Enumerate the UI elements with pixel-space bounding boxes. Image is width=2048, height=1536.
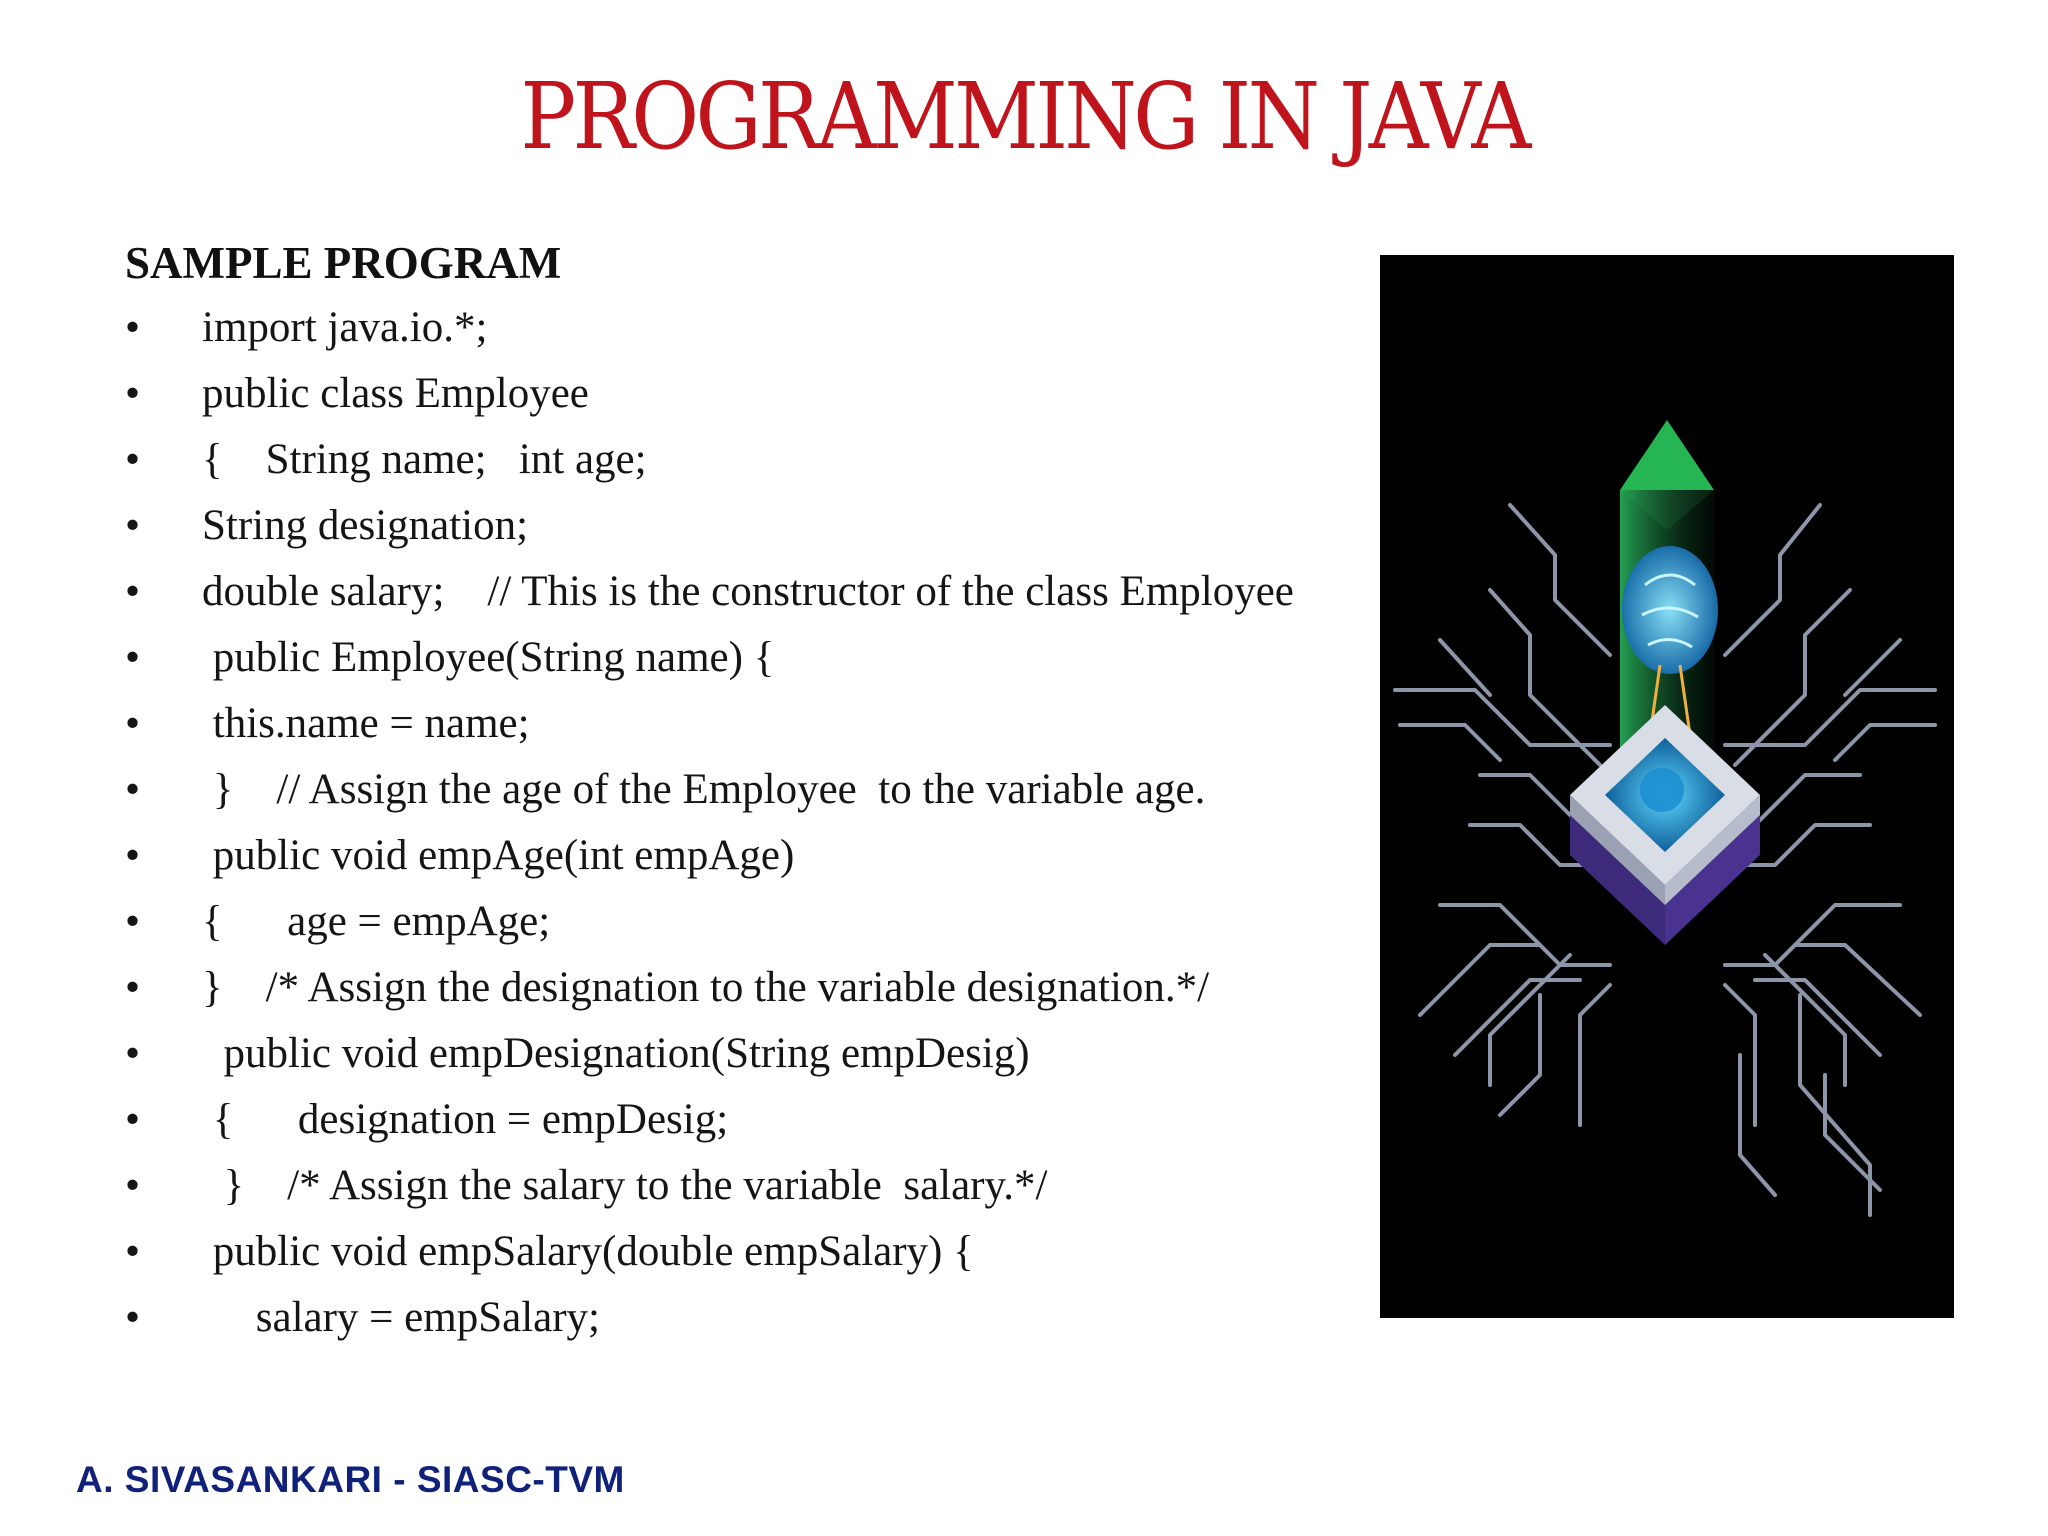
- bullet-icon: •: [125, 1030, 141, 1077]
- code-line: [125, 430, 1385, 490]
- bullet-icon: •: [125, 700, 141, 747]
- code-text: public void empSalary(double empSalary) {: [202, 1228, 974, 1275]
- bullet-icon: •: [125, 1228, 141, 1275]
- code-text: } // Assign the age of the Employee to the variable age.: [202, 766, 1206, 813]
- code-line: [125, 1156, 1385, 1216]
- bullet-icon: •: [125, 568, 141, 615]
- code-line: [125, 1288, 1385, 1348]
- code-line: [125, 496, 1385, 556]
- bullet-icon: •: [125, 304, 141, 351]
- code-line: [125, 958, 1385, 1018]
- code-text: String designation;: [202, 502, 529, 549]
- code-text: public void empDesignation(String empDesig): [202, 1030, 1030, 1077]
- code-line: [125, 1090, 1385, 1150]
- code-text: { age = empAge;: [202, 898, 551, 945]
- code-text: public void empAge(int empAge): [202, 832, 795, 879]
- bullet-icon: •: [125, 370, 141, 417]
- code-line: [125, 760, 1385, 820]
- bullet-icon: •: [125, 766, 141, 813]
- bullet-icon: •: [125, 634, 141, 681]
- code-text: } /* Assign the salary to the variable salary.*/: [202, 1162, 1048, 1209]
- code-line: [125, 892, 1385, 952]
- bullet-icon: •: [125, 1294, 141, 1341]
- code-text: salary = empSalary;: [202, 1294, 601, 1341]
- bullet-icon: •: [125, 898, 141, 945]
- code-line: [125, 364, 1385, 424]
- bullet-icon: •: [125, 502, 141, 549]
- code-text: import java.io.*;: [202, 304, 488, 351]
- code-text: { designation = empDesig;: [202, 1096, 729, 1143]
- code-line: [125, 1222, 1385, 1282]
- bullet-icon: •: [125, 832, 141, 879]
- slide-title: PROGRAMMING IN JAVA: [520, 63, 1528, 170]
- bullet-icon: •: [125, 436, 141, 483]
- bullet-icon: •: [125, 1162, 141, 1209]
- code-line: [125, 1024, 1385, 1084]
- code-text: public class Employee: [202, 370, 589, 417]
- circuit-brain-icon: [1380, 255, 1954, 1318]
- code-line: [125, 694, 1385, 754]
- code-line: [125, 826, 1385, 886]
- code-text: this.name = name;: [202, 700, 530, 747]
- code-text: public Employee(String name) {: [202, 634, 775, 681]
- code-line: [125, 562, 1385, 622]
- code-line: [125, 628, 1385, 688]
- circuit-brain-image: [1380, 255, 1954, 1318]
- author-footer: A. SIVASANKARI - SIASC-TVM: [76, 1459, 625, 1500]
- bullet-icon: •: [125, 1096, 141, 1143]
- code-text: { String name; int age;: [202, 436, 647, 483]
- bullet-icon: •: [125, 964, 141, 1011]
- code-text: double salary; // This is the constructor of the class Employee: [202, 568, 1294, 615]
- code-line: [125, 298, 1385, 358]
- code-text: } /* Assign the designation to the variable designation.*/: [202, 964, 1210, 1011]
- section-heading: SAMPLE PROGRAM: [125, 238, 562, 288]
